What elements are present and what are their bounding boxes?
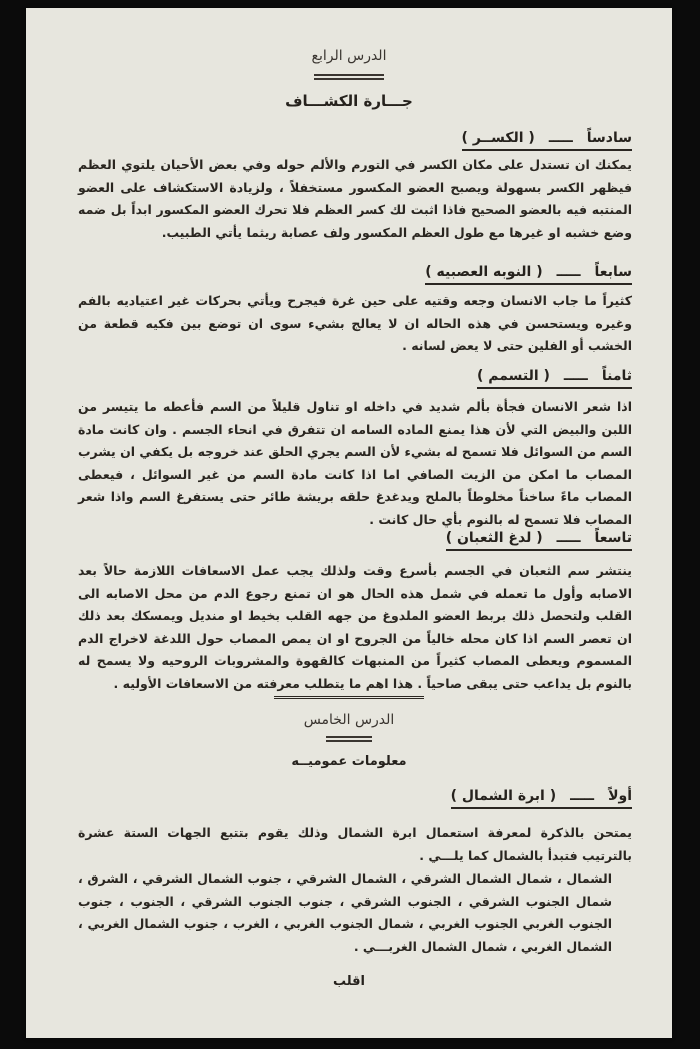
section-number: ثامناً xyxy=(601,368,632,384)
section-seven-heading xyxy=(425,264,632,285)
section-number: سابعاً xyxy=(594,264,632,280)
lesson-five-label: الدرس الخامس xyxy=(303,712,395,728)
section-six-paragraph: يمكنك ان تستدل على مكان الكسر في التورم والألم حوله وفي بعض الأحيان يلتوي العظم فيظهر الكسر بسهولة ويصبح العضو المكسور مستخفلاً ، ولزيادة الاستكشاف على العضو المنتبه فيه بالعضو الصحيح فاذا اثبت لك كسر العظم فلا تحرك العضو المكسور ابداً بل ضمه وضع خشبه او غيرها مع طول العظم المكسور ولف عصابة ريثما يأتي الطبيب. xyxy=(78,157,632,240)
title-underline xyxy=(314,74,384,80)
section-title: ( النوبه العصبيه ) xyxy=(425,264,543,280)
section-title: ( الكســر ) xyxy=(461,130,535,146)
main-heading: جـــارة الكشـــاف xyxy=(285,92,413,110)
lesson-four-label: الدرس الرابع xyxy=(311,48,387,64)
section-number: تاسعاً xyxy=(594,530,632,546)
section-number: سادساً xyxy=(586,130,632,146)
section-title: ( ابرة الشمال ) xyxy=(450,788,557,804)
compass-section-heading xyxy=(451,788,632,809)
section-nine-heading xyxy=(446,530,632,551)
section-seven-paragraph: كثيراً ما جاب الانسان وجعه وقتيه على حين غرة فيجرح ويأتي بحركات غير اعتياديه بالفم وغيره ويستحسن في هذه الحاله ان لا يعالج بشيء سوى ان توضع بين فكيه قطعة من الخشب أو الفلين حتى لا يعض لسانه . xyxy=(78,293,632,353)
compass-intro-paragraph: يمتحن بالذكرة لمعرفة استعمال ابرة الشمال وذلك يقوم بتتبع الجهات الستة عشرة بالترتيب فتبدأ بالشمال كما يلـــي . xyxy=(78,825,632,863)
section-title: ( التسمم ) xyxy=(476,368,550,384)
section-dash: ـــــ xyxy=(570,788,595,804)
section-divider xyxy=(274,696,424,701)
section-nine-paragraph: ينتشر سم الثعبان في الجسم بأسرع وقت ولذلك يجب عمل الاسعافات اللازمة حالاً بعد الاصابه وأول ما تعمله في شمل هذه الحال هو ان تمنع رجوع الدم من محل الاصابه الى القلب ولتحصل ذلك بربط العضو الملدوغ من جهه القلب بخيط او منديل ويمسكك بعد ذلك ان تعصر السم اذا كان محله خالياً من الجروح او ان يمص المصاب حول اللدغة لاخراج الدم المسموم ويعطى المصاب كثيراً من المنبهات كالقهوة والمشروبات الروحيه ولا يسمح له بالنوم بل يداعب حتى يبقى صاحياً . هذا اهم ما يتطلب معرفته من الاسعافات الأوليه . xyxy=(78,563,632,691)
section-dash: ـــــ xyxy=(556,530,581,546)
compass-directions-list: الشمال ، شمال الشمال الشرقي ، الشمال الشرقي ، جنوب الشمال الشرقي ، الشرق ، شمال الجنوب الشرقي ، الجنوب الشرقي ، جنوب الجنوب الشرقي ، الجنوب ، جنوب الجنوب الغربي الجنوب الغربي ، شمال الجنوب الغربي ، الغرب ، جنوب الشمال الغربي ، الشمال الغربي ، شمال الشمال الغربـــي . xyxy=(78,871,612,954)
section-dash: ـــــ xyxy=(556,264,581,280)
section-title: ( لدغ الثعبان ) xyxy=(445,530,543,546)
turn-page-note: اقلب xyxy=(332,974,366,989)
document-page xyxy=(26,8,672,1038)
section-dash: ـــــ xyxy=(548,130,573,146)
section-number: أولاً xyxy=(608,788,632,804)
lesson-five-heading: معلومات عموميــه xyxy=(291,754,407,769)
section-eight-heading xyxy=(477,368,632,389)
section-six-heading xyxy=(462,130,632,151)
section-dash: ـــــ xyxy=(563,368,588,384)
lesson-five-underline xyxy=(326,736,372,742)
section-eight-paragraph: اذا شعر الانسان فجأة بألم شديد في داخله او تناول قليلاً من السم فأعطه ما يتيسر من اللبن والبيض التي لأن هذا يمنع الماده السامه ان تتفرق في انحاء الجسم . وان كانت مادة السم من السوائل فلا تسمح له بشيء لأن السم يجري الحلق عند خروجه بل يكفي ان يشرب المصاب ما امكن من الزيت الصافي اما اذا كانت مادة السم من غير السوائل ، فيعطى المصاب ماءً ساخناً مخلوطاً بالملح ويدغدغ حلقه بريشة طائر حتى يستفرغ السم واذا شعر المصاب فلا تسمح له بالنوم بأي حال كانت . xyxy=(78,399,632,527)
